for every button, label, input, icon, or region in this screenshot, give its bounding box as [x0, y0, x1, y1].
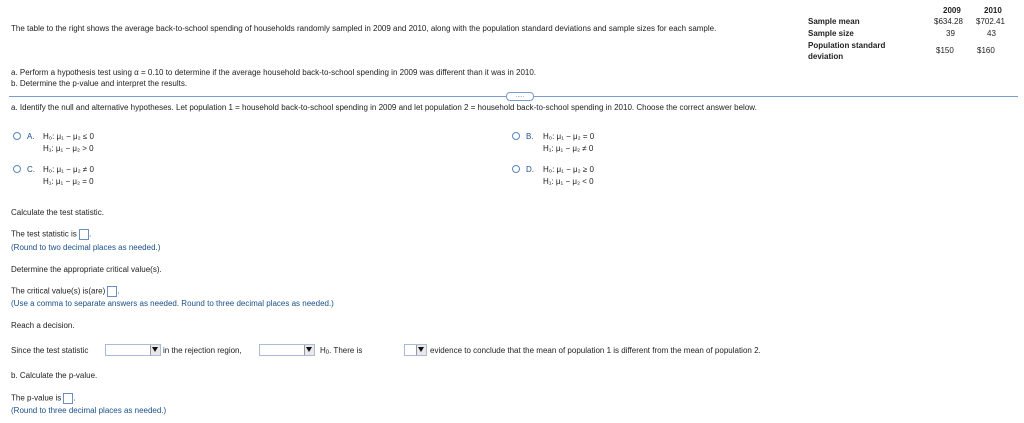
crit-label: The critical value(s) is(are) [11, 286, 106, 296]
option-h1: H₁: μ₁ − μ₂ < 0 [543, 177, 594, 186]
table-col-2010: 2010 [984, 6, 1002, 15]
option-h0: H₀: μ₁ − μ₂ ≥ 0 [543, 165, 594, 174]
decision-text-1: Since the test statistic [11, 346, 89, 355]
table-cell: $634.28 [934, 17, 963, 26]
stat-hint: (Round to two decimal places as needed.) [11, 243, 161, 252]
evidence-dropdown[interactable] [404, 344, 427, 356]
pvalue-hint: (Round to three decimal places as needed.) [11, 406, 167, 415]
table-row-label: Population standard deviation [808, 41, 886, 61]
table-cell: $160 [977, 46, 995, 55]
chevron-down-icon [416, 345, 426, 355]
decision-text-2: in the rejection region, [163, 346, 242, 355]
option-h1: H₁: μ₁ − μ₂ = 0 [43, 177, 94, 186]
table-row-label: Sample mean [808, 17, 860, 26]
h0-symbol: H [320, 346, 326, 355]
option-h1: H₁: μ₁ − μ₂ > 0 [43, 144, 94, 153]
table-cell: $150 [936, 46, 954, 55]
decision-text-3: . There is [329, 346, 363, 355]
option-letter: B. [526, 132, 534, 141]
option-h0: H₀: μ₁ − μ₂ = 0 [543, 132, 595, 141]
pvalue-label: The p-value is [11, 393, 62, 403]
chevron-down-icon [304, 345, 314, 355]
option-h0: H₀: μ₁ − μ₂ ≠ 0 [43, 165, 94, 174]
option-letter: D. [526, 165, 534, 174]
reject-decision-dropdown[interactable] [259, 344, 315, 356]
option-letter: C. [27, 165, 35, 174]
table-cell: 43 [987, 29, 996, 38]
radio-option-c[interactable] [13, 165, 21, 173]
test-statistic-region-dropdown[interactable] [105, 344, 161, 356]
determine-crit-heading: Determine the appropriate critical value(s). [11, 265, 162, 274]
task-a-text: a. Perform a hypothesis test using α = 0.10 to determine if the average household back-to-school spending in 2009 was different than it was in 2010. [11, 68, 537, 77]
pvalue-input[interactable] [63, 393, 73, 404]
reach-decision-heading: Reach a decision. [11, 321, 75, 330]
question-a-text: a. Identify the null and alternative hypotheses. Let population 1 = household back-to-school spending in 2009 and let population 2 = household back-to-school spending in 2010. Choose the correct answer below. [11, 103, 757, 112]
table-col-2009: 2009 [943, 6, 961, 15]
stat-label: The test statistic is [11, 229, 77, 239]
critical-values-input[interactable] [107, 286, 117, 297]
calc-stat-heading: Calculate the test statistic. [11, 208, 104, 217]
radio-option-d[interactable] [512, 165, 520, 173]
radio-option-a[interactable] [13, 132, 21, 140]
expand-button[interactable]: ..... [506, 92, 534, 101]
test-statistic-input[interactable] [79, 229, 89, 240]
table-cell: 39 [946, 29, 955, 38]
radio-option-b[interactable] [512, 132, 520, 140]
problem-intro: The table to the right shows the average back-to-school spending of households randomly sampled in 2009 and 2010, along with the population standard deviations and sample sizes for each sample. [11, 24, 717, 33]
table-row-label: Sample size [808, 29, 854, 38]
chevron-down-icon [150, 345, 160, 355]
option-h1: H₁: μ₁ − μ₂ ≠ 0 [543, 144, 594, 153]
table-cell: $702.41 [976, 17, 1005, 26]
option-h0: H₀: μ₁ − μ₂ ≤ 0 [43, 132, 94, 141]
decision-text-4: evidence to conclude that the mean of population 1 is different from the mean of population 2. [430, 346, 761, 355]
h0-subscript: 0 [325, 350, 330, 356]
task-b-text: b. Determine the p-value and interpret the results. [11, 79, 188, 88]
crit-hint: (Use a comma to separate answers as needed. Round to three decimal places as needed.) [11, 299, 334, 308]
option-letter: A. [27, 132, 35, 141]
pvalue-heading: b. Calculate the p-value. [11, 371, 98, 380]
